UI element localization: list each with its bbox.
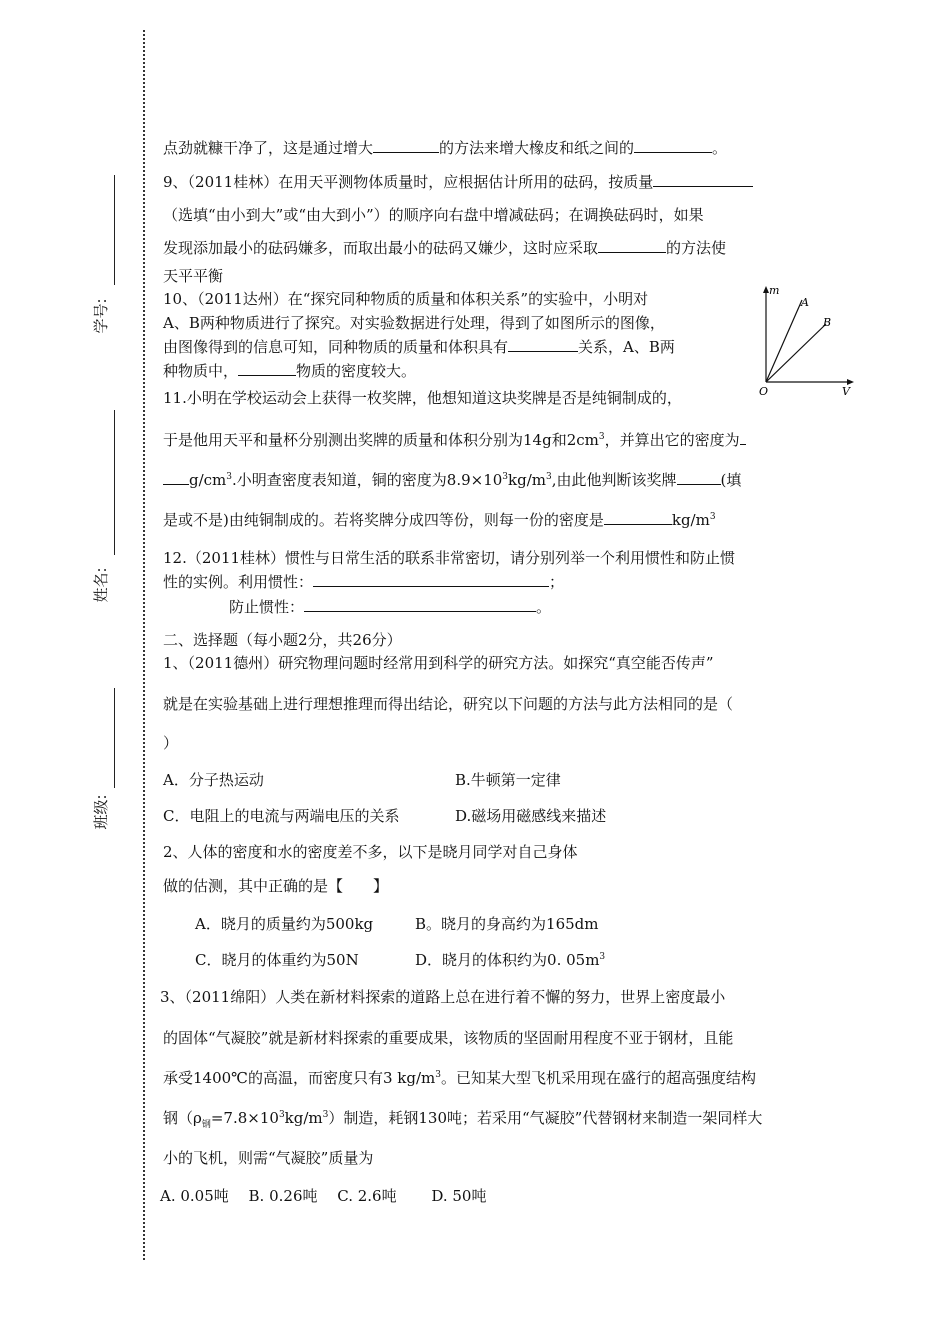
binding-dotted-line — [143, 30, 145, 1260]
question-12-line-3: 防止惯性： 。 — [229, 598, 552, 616]
choice-2-option-a[interactable]: A．晓月的质量约为500kg — [195, 915, 374, 933]
student-id-label: 学号: — [92, 298, 110, 334]
question-11-line-2: 于是他用天平和量杯分别测出奖牌的质量和体积分别为14g和$2cm^3$，并算出它的密度为 — [163, 430, 746, 450]
choice-3-options[interactable]: A. 0.05吨 B. 0.26吨 C. 2.6吨 D. 50吨 — [160, 1187, 487, 1205]
answer-blank[interactable] — [740, 430, 746, 445]
line-b — [766, 324, 826, 382]
choice-2-option-d[interactable]: D．晓月的体积约为0. $05m^3$ — [415, 951, 606, 969]
answer-blank[interactable] — [238, 361, 296, 376]
question-11-line-1: 11.小明在学校运动会上获得一枚奖牌，他想知道这块奖牌是否是纯铜制成的， — [163, 389, 682, 407]
choice-3-line-4: 钢$(\rho_钢=7.8\times 10^3kg/m^3)$制造，耗钢130吨；若采用“气凝胶”代替钢材来制造一架同样大 — [163, 1109, 763, 1130]
answer-blank[interactable] — [598, 238, 666, 253]
line-b-label: B — [823, 316, 832, 329]
answer-blank[interactable] — [677, 470, 721, 485]
question-11-line-3: $g/cm^3$.小明查密度表知道，铜的密度为$8.9\times 10^3kg/m^3$,由此他判断该奖牌 (填 — [163, 470, 741, 490]
answer-blank[interactable] — [163, 470, 189, 485]
origin-label: O — [759, 385, 769, 397]
question-11-line-4: 是或不是)由纯铜制成的。若将奖牌分成四等份，则每一份的密度是 $kg/m^3$ — [163, 511, 716, 529]
question-10-line-4: 种物质中， 物质的密度较大。 — [163, 362, 417, 380]
question-10-line-3: 由图像得到的信息可知，同种物质的质量和体积具有 关系，A、B两 — [163, 338, 675, 356]
answer-blank[interactable] — [508, 337, 578, 352]
text-line: 点劲就糠干净了，这是通过增大 的方法来增大橡皮和纸之间的 。 — [163, 139, 728, 157]
question-9-line-4: 天平平衡 — [163, 267, 224, 285]
choice-1-option-d[interactable]: D.磁场用磁感线来描述 — [455, 807, 607, 825]
choice-1-option-c[interactable]: C．电阻上的电流与两端电压的关系 — [163, 807, 400, 825]
question-12-line-1: 12.（2011桂林）惯性与日常生活的联系非常密切，请分别列举一个利用惯性和防止惯 — [163, 549, 736, 567]
choice-3-line-3: 承受1400℃的高温，而密度只有3 $kg/m^3$。已知某大型飞机采用现在盛行的超高强度结构 — [163, 1069, 756, 1087]
choice-1-line-1: 1、（2011德州）研究物理问题时经常用到科学的研究方法。如探究“真空能否传声” — [163, 654, 714, 672]
question-12-line-2: 性的实例。利用惯性： ； — [163, 573, 565, 591]
choice-1-line-3: ） — [163, 734, 179, 752]
question-9-line-3: 发现添加最小的砝码嫌多，而取出最小的砝码又嫌少，这时应采取 的方法使 — [163, 239, 727, 257]
choice-2-line-1: 2、人体的密度和水的密度差不多，以下是晓月同学对自己身体 — [163, 843, 578, 861]
choice-3-line-1: 3、（2011绵阳）人类在新材料探索的道路上总在进行着不懈的努力，世界上密度最小 — [160, 988, 726, 1006]
mass-volume-graph — [756, 282, 866, 397]
choice-2-line-2: 做的估测，其中正确的是【 】 — [163, 877, 389, 895]
line-a-label: A — [801, 296, 809, 309]
answer-blank[interactable] — [653, 172, 753, 187]
choice-1-option-a[interactable]: A．分子热运动 — [163, 771, 264, 789]
choice-1-line-2: 就是在实验基础上进行理想推理而得出结论，研究以下问题的方法与此方法相同的是（ — [163, 695, 734, 713]
answer-blank[interactable] — [304, 597, 536, 612]
answer-blank[interactable] — [313, 572, 549, 587]
student-id-blank[interactable] — [114, 175, 115, 285]
y-axis-label: m — [769, 284, 780, 297]
answer-blank[interactable] — [604, 510, 672, 525]
question-9-line-2: （选填“由小到大”或“由大到小”）的顺序向右盘中增减砝码；在调换砝码时，如果 — [163, 206, 704, 224]
line-a — [766, 300, 802, 382]
choice-2-option-c[interactable]: C．晓月的体重约为50N — [195, 951, 359, 969]
section-2-heading: 二、选择题（每小题2分，共26分） — [163, 631, 402, 649]
class-label: 班级: — [92, 794, 110, 830]
answer-blank[interactable] — [634, 138, 712, 153]
choice-3-line-5: 小的飞机，则需“气凝胶”质量为 — [163, 1149, 374, 1167]
class-blank[interactable] — [114, 688, 115, 788]
name-blank[interactable] — [114, 410, 115, 555]
answer-blank[interactable] — [373, 138, 439, 153]
choice-3-line-2: 的固体“气凝胶”就是新材料探索的重要成果，该物质的坚固耐用程度不亚于钢材，且能 — [163, 1029, 734, 1047]
choice-2-option-b[interactable]: B。晓月的身高约为165dm — [415, 915, 599, 933]
question-9-line-1: 9、（2011桂林）在用天平测物体质量时，应根据估计所用的砝码，按质量 — [163, 172, 753, 192]
choice-1-option-b[interactable]: B.牛顿第一定律 — [455, 771, 561, 789]
question-10-line-1: 10、（2011达州）在“探究同种物质的质量和体积关系”的实验中，小明对 — [163, 290, 649, 308]
question-10-line-2: A、B两种物质进行了探究。对实验数据进行处理，得到了如图所示的图像， — [163, 314, 665, 332]
x-axis-label: V — [842, 385, 850, 397]
name-label: 姓名: — [92, 567, 110, 603]
